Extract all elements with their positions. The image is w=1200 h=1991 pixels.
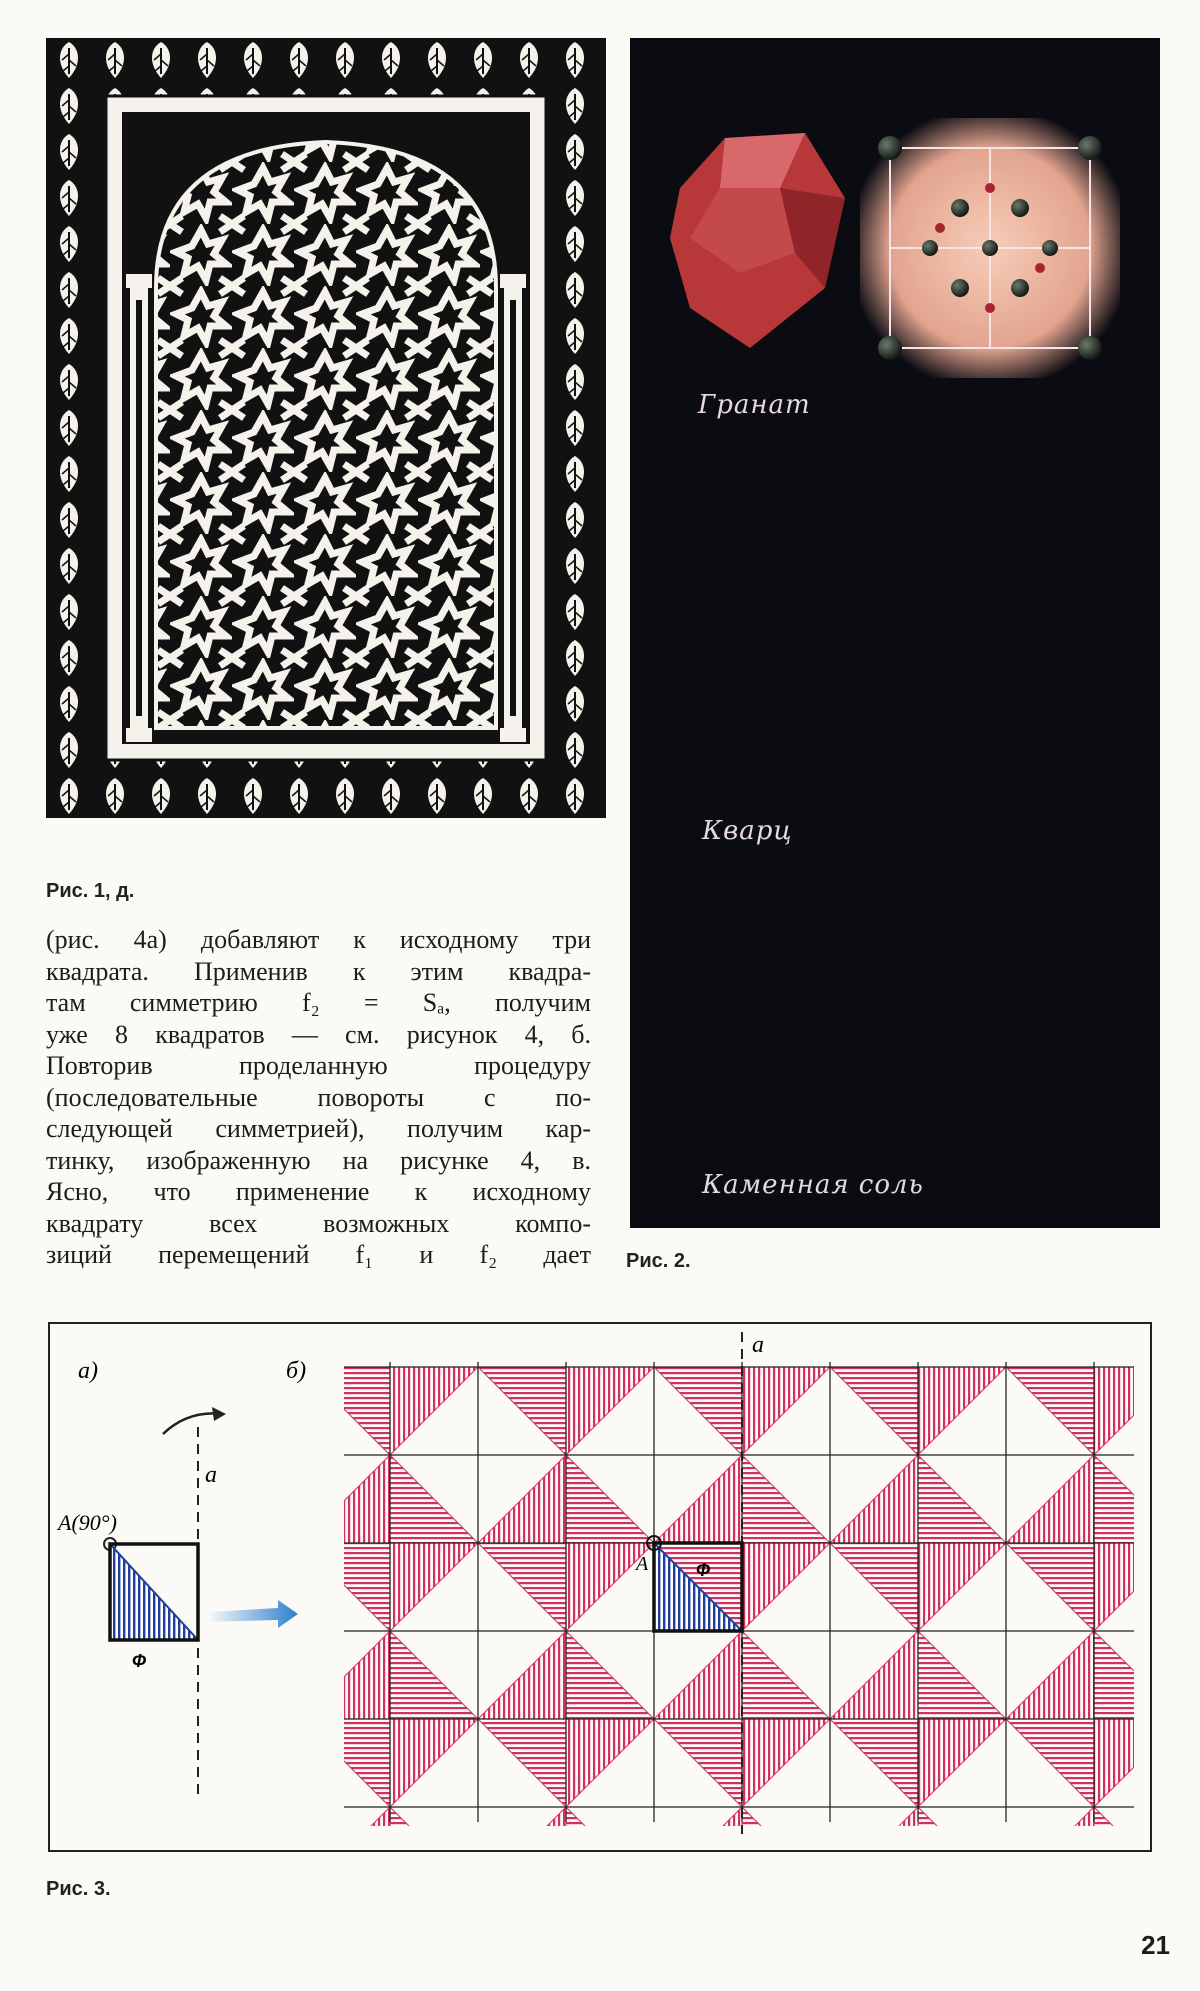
paragraph-line: квадрату всех возможных компо-	[46, 1208, 591, 1238]
figure3-caption: Рис. 3.	[46, 1878, 111, 1900]
figure1-caption: Рис. 1, д.	[46, 880, 135, 902]
garnet-group	[670, 118, 1120, 378]
tiling-figure	[48, 1322, 1152, 1852]
paragraph-line: (последовательные повороты с по-	[46, 1082, 591, 1112]
rock-salt-label: Каменная соль	[702, 1170, 924, 1200]
paragraph-line: следующей симметрией), получим кар-	[46, 1114, 591, 1143]
paragraph-line: Повторив проделанную процедуру	[46, 1051, 591, 1080]
ornament-figure	[46, 38, 606, 818]
quartz-label: Кварц	[702, 816, 793, 846]
figure-label-a: Ф	[132, 1651, 147, 1671]
point-label-a: A(90°)	[58, 1510, 117, 1535]
paragraph-line: там симметрию f₂ = Sₐ, получим	[46, 988, 591, 1017]
axis-label-a: a	[205, 1462, 217, 1488]
body-paragraph	[46, 924, 591, 1271]
figure2-caption: Рис. 2.	[626, 1250, 691, 1272]
paragraph-line: Ясно, что применение к исходному	[46, 1177, 591, 1206]
paragraph-line: (рис. 4а) добавляют к исходному три	[46, 925, 591, 954]
axis-label-b: a	[752, 1332, 764, 1358]
panel-b-label: б)	[286, 1358, 307, 1384]
paragraph-line: тинку, изображенную на рисунке 4, в.	[46, 1145, 591, 1175]
paragraph-line: зиций перемещений f₁ и f₂ дает	[46, 1240, 591, 1269]
page-number: 21	[1141, 1930, 1170, 1960]
paragraph-line: квадрата. Применив к этим квадра-	[46, 956, 591, 986]
minerals-illustration	[630, 38, 1160, 1228]
panel-a-label: а)	[78, 1358, 98, 1384]
figure-label-b: Ф	[696, 1560, 711, 1580]
point-label-b: A	[636, 1553, 649, 1575]
garnet-label: Гранат	[698, 390, 811, 420]
minerals-figure	[630, 38, 1160, 1228]
paragraph-line: уже 8 квадратов — см. рисунок 4, б.	[46, 1019, 591, 1049]
